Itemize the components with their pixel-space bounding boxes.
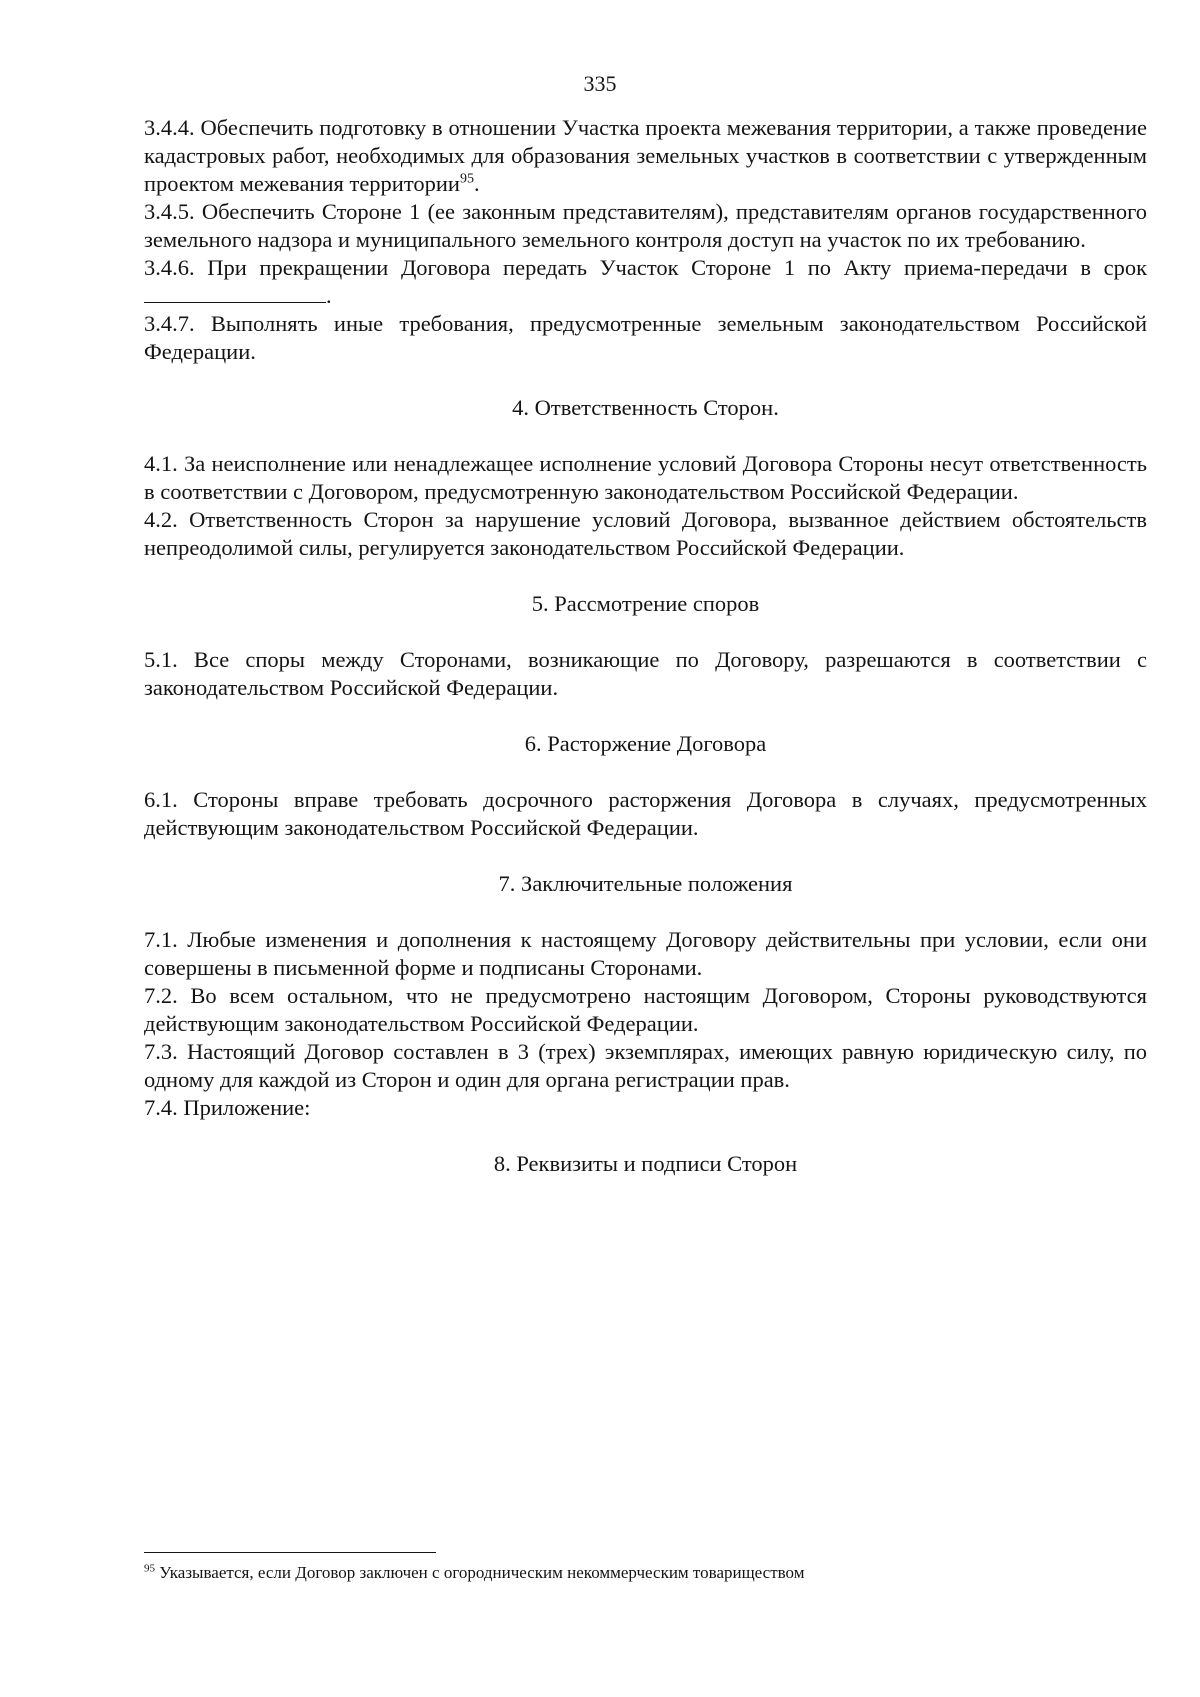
clause-3-4-4-text: 3.4.4. Обеспечить подготовку в отношении Участка проекта межевания территории, а также проведение кадастровых работ, необходимых для образования земельных участков в соответствии с утвержденным проектом межевания территории bbox=[144, 115, 1147, 196]
clause-4-1: 4.1. За неисполнение или ненадлежащее исполнение условий Договора Стороны несут ответственность в соответствии с Договором, предусмотренную законодательством Российской Федерации. bbox=[144, 451, 1147, 504]
section-heading-8: 8. Реквизиты и подписи Сторон bbox=[493, 1151, 798, 1176]
footnote bbox=[144, 1562, 1147, 1584]
clause-6-1: 6.1. Стороны вправе требовать досрочного расторжения Договора в случаях, предусмотренных действующим законодательством Российской Федерации. bbox=[144, 787, 1147, 840]
clause-5-1: 5.1. Все споры между Сторонами, возникающие по Договору, разрешаются в соответствии с законодательством Российской Федерации. bbox=[144, 647, 1147, 700]
clause-3-4-6-end: . bbox=[326, 283, 332, 308]
clause-3-4-4-end: . bbox=[473, 171, 480, 196]
clause-4-2: 4.2. Ответственность Сторон за нарушение условий Договора, вызванное действием обстоятельств непреодолимой силы, регулируется законодательством Российской Федерации. bbox=[144, 507, 1147, 560]
clause-3-4-5: 3.4.5. Обеспечить Стороне 1 (ее законным представителям), представителям органов государственного земельного надзора и муниципального земельного контроля доступ на участок по их требованию. bbox=[144, 199, 1147, 252]
footnote-separator bbox=[144, 1552, 436, 1553]
section-heading-7: 7. Заключительные положения bbox=[498, 871, 793, 896]
clause-3-4-4 bbox=[144, 114, 1147, 198]
footnote-number: 95 bbox=[144, 1562, 155, 1575]
page-number: 335 bbox=[583, 71, 617, 96]
blank-fill-line bbox=[144, 282, 326, 303]
clause-7-3: 7.3. Настоящий Договор составлен в 3 (трех) экземплярах, имеющих равную юридическую силу, по одному для каждой из Сторон и один для органа регистрации прав. bbox=[144, 1039, 1147, 1092]
document-body bbox=[144, 114, 1147, 1206]
clause-7-1: 7.1. Любые изменения и дополнения к настоящему Договору действительны при условии, если они совершены в письменной форме и подписаны Сторонами. bbox=[144, 927, 1147, 980]
clause-3-4-7: 3.4.7. Выполнять иные требования, предусмотренные земельным законодательством Российской Федерации. bbox=[144, 311, 1147, 364]
section-heading-4: 4. Ответственность Сторон. bbox=[512, 395, 779, 420]
clause-3-4-6-text: 3.4.6. При прекращении Договора передать Участок Стороне 1 по Акту приема-передачи в срок bbox=[144, 255, 1147, 280]
clause-7-2: 7.2. Во всем остальном, что не предусмотрено настоящим Договором, Стороны руководствуются действующим законодательством Российской Федерации. bbox=[144, 983, 1147, 1036]
clause-3-4-6 bbox=[144, 254, 1147, 310]
footnote-reference: 95 bbox=[459, 171, 474, 187]
section-heading-5: 5. Рассмотрение споров bbox=[531, 591, 760, 616]
footnote-text: Указывается, если Договор заключен с огородническим некоммерческим товариществом bbox=[155, 1563, 805, 1582]
clause-7-4: 7.4. Приложение: bbox=[144, 1095, 311, 1120]
section-heading-6: 6. Расторжение Договора bbox=[524, 731, 767, 756]
